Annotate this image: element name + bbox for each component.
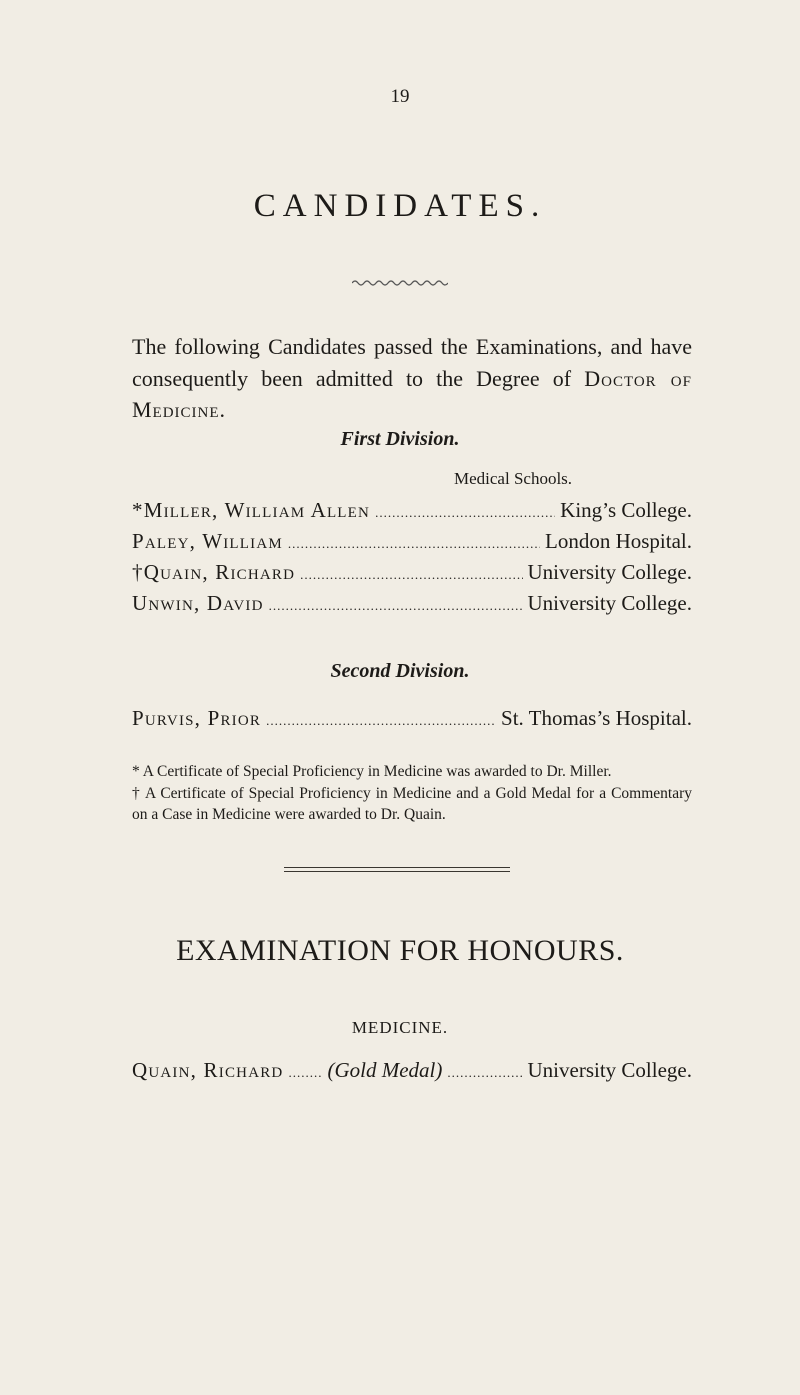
dot-leader [269,598,523,614]
intro-end: . [219,397,226,422]
dot-leader [288,1065,322,1081]
honours-heading: EXAMINATION FOR HONOURS. [176,934,624,967]
dot-leader [288,536,540,552]
candidate-row [132,706,692,734]
page-number: 19 [390,86,410,107]
dot-leader [447,1065,522,1081]
second-division-heading: Second Division. [330,660,470,682]
candidate-row [132,498,692,526]
footnote-quain: † A Certificate of Special Proficiency in Medicine and a Gold Medal for a Commentary on a Case in Medicine were awarded to Dr. Quain. [132,785,692,823]
page-title: CANDIDATES. [253,188,547,224]
degree-name: Doctor of Medicine [132,365,692,422]
footnote-miller: * A Certificate of Special Proficiency in Medicine was awarded to Dr. Miller. [132,763,612,780]
candidate-name: Purvis, Prior [132,706,262,730]
candidate-school: St. Thomas’s Hospital. [501,706,692,730]
first-division-heading: First Division. [340,428,460,450]
honours-award: (Gold Medal) [327,1058,443,1082]
dot-leader [300,567,522,583]
intro-paragraph [132,331,692,426]
candidate-name: *Miller, William Allen [132,498,371,522]
candidate-school: University College. [527,591,692,615]
candidate-school: London Hospital. [545,529,692,553]
candidate-name: Paley, William [132,529,283,553]
divider-rule [284,871,510,872]
candidate-school: King’s College. [560,498,692,522]
candidate-school: University College. [527,560,692,584]
wavy-rule-ornament-icon [352,278,448,288]
honours-subject: MEDICINE. [351,1018,449,1037]
candidate-row [132,529,692,557]
divider-rule [284,867,510,868]
honours-row [132,1058,692,1086]
candidate-name: †Quain, Richard [132,560,296,584]
intro-text: The following Candidates passed the Examinations, and have consequently been admitted to the Degree of [132,334,692,391]
candidate-row [132,591,692,619]
dot-leader [266,713,496,729]
dot-leader [375,505,555,521]
candidate-name: Unwin, David [132,591,264,615]
honours-name: Quain, Richard [132,1058,284,1082]
honours-school: University College. [527,1058,692,1082]
medical-schools-header: Medical Schools. [454,469,573,488]
candidate-row [132,560,692,588]
